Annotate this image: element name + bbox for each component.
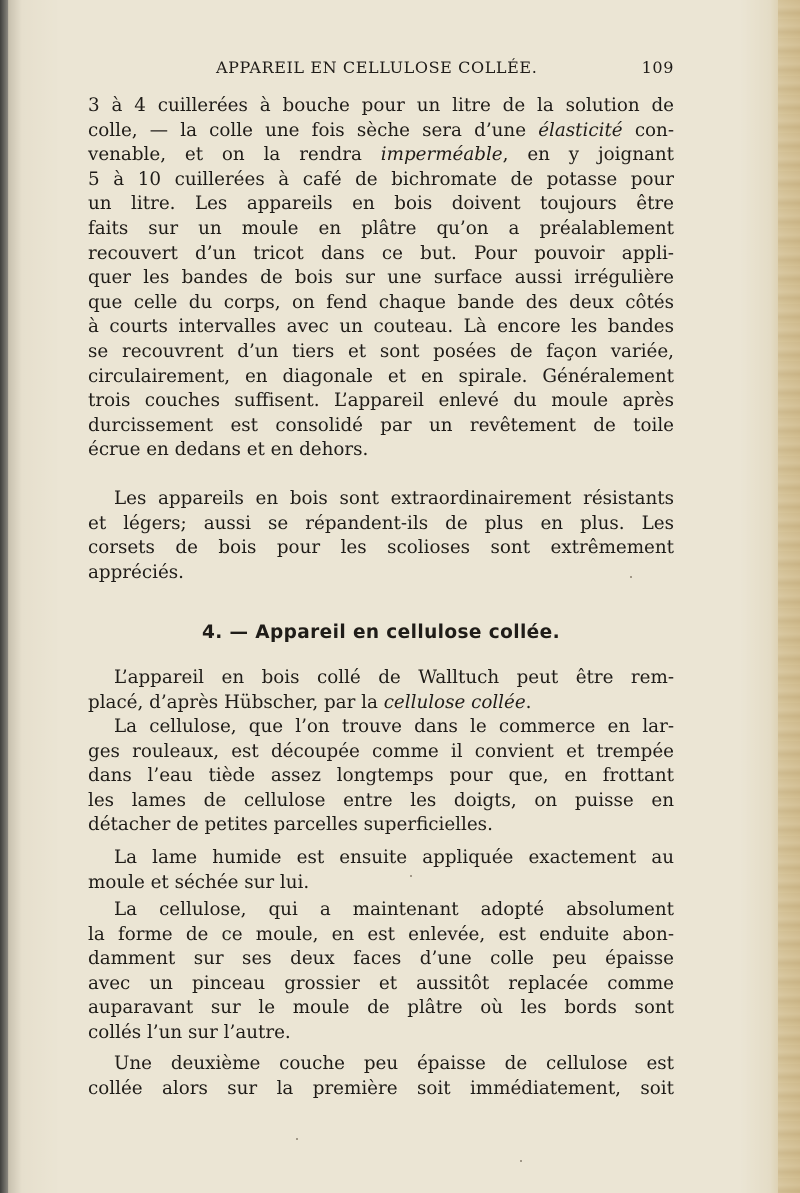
text-line: 5 à 10 cuillerées à café de bichromate de potasse pour: [88, 168, 674, 190]
text-line: placé, d’après Hübscher, par la cellulose collée.: [88, 691, 532, 713]
text-line: La cellulose, qui a maintenant adopté absolument: [114, 899, 674, 920]
text-line: un litre. Les appareils en bois doivent toujours être: [88, 193, 674, 215]
text-line: écrue en dedans et en dehors.: [88, 439, 369, 461]
text-line: la forme de ce moule, en est enlevée, est enduite abon-: [88, 923, 674, 945]
paper-speck: [296, 1138, 298, 1140]
text-line: et légers; aussi se répandent-ils de plus en plus. Les: [88, 512, 674, 534]
text-line: auparavant sur le moule de plâtre où les bords sont: [88, 997, 674, 1019]
text-line: collée alors sur la première soit immédiatement, soit: [88, 1077, 674, 1099]
text-line: faits sur un moule en plâtre qu’on a préalablement: [88, 217, 674, 239]
italic-term: cellulose collée: [383, 691, 526, 713]
italic-term: élasticité: [538, 119, 623, 141]
paragraph-5: [88, 846, 674, 895]
running-title: APPAREIL EN CELLULOSE COLLÉE.: [216, 58, 538, 77]
text-line: quer les bandes de bois sur une surface aussi irrégulière: [88, 267, 674, 289]
page-foxed-edge: [778, 0, 800, 1193]
text-line: Les appareils en bois sont extraordinairement résistants: [114, 488, 674, 509]
text-line: ges rouleaux, est découpée comme il convient et trempée: [88, 740, 674, 762]
paragraph-3: [88, 666, 674, 715]
text-line: La cellulose, que l’on trouve dans le commerce en lar-: [114, 716, 674, 737]
text-line: circulairement, en diagonale et en spirale. Généralement: [88, 365, 674, 387]
text-line: que celle du corps, on fend chaque bande des deux côtés: [88, 291, 674, 313]
text-line: 3 à 4 cuillerées à bouche pour un litre de la solution de: [88, 95, 674, 116]
text-line: La lame humide est ensuite appliquée exactement au: [114, 847, 674, 868]
text-line: L’appareil en bois collé de Walltuch peut être rem-: [114, 667, 674, 688]
text-line: se recouvrent d’un tiers et sont posées de façon variée,: [88, 340, 674, 362]
italic-term: imperméable: [380, 144, 503, 166]
text-line: dans l’eau tiède assez longtemps pour que, en frottant: [88, 765, 674, 787]
paragraph-1: [88, 94, 674, 463]
page-binding-edge: [0, 0, 8, 1193]
paper-speck: [630, 576, 632, 578]
paper-speck: [410, 875, 412, 877]
text-line: venable, et on la rendra imperméable, en y joignant: [88, 144, 675, 166]
text-line: avec un pinceau grossier et aussitôt replacée comme: [88, 972, 674, 994]
text-line: appréciés.: [88, 561, 184, 583]
page-number: 109: [641, 58, 674, 77]
section-heading: 4. — Appareil en cellulose collée.: [201, 622, 561, 643]
text-line: moule et séchée sur lui.: [88, 871, 310, 893]
text-line: collés l’un sur l’autre.: [88, 1021, 291, 1043]
text-line: Une deuxième couche peu épaisse de cellulose est: [114, 1053, 674, 1074]
running-header: [88, 58, 674, 82]
text-line: à courts intervalles avec un couteau. Là encore les bandes: [88, 316, 674, 338]
paragraph-6: [88, 898, 674, 1046]
text-line: damment sur ses deux faces d’une colle peu épaisse: [88, 948, 674, 970]
paragraph-4: [88, 715, 674, 838]
text-line: durcissement est consolidé par un revêtement de toile: [88, 414, 674, 436]
paragraph-2: [88, 487, 674, 585]
text-line: colle, — la colle une fois sèche sera d’une élasticité con-: [88, 119, 675, 141]
paper-speck: [520, 1160, 522, 1162]
text-line: détacher de petites parcelles superficielles.: [88, 814, 493, 836]
text-line: recouvert d’un tricot dans ce but. Pour pouvoir appli-: [88, 242, 674, 264]
text-line: trois couches suffisent. L’appareil enlevé du moule après: [88, 390, 674, 412]
paragraph-7: [88, 1052, 674, 1101]
text-line: les lames de cellulose entre les doigts, on puisse en: [88, 789, 674, 811]
text-line: corsets de bois pour les scolioses sont extrêmement: [88, 537, 674, 559]
